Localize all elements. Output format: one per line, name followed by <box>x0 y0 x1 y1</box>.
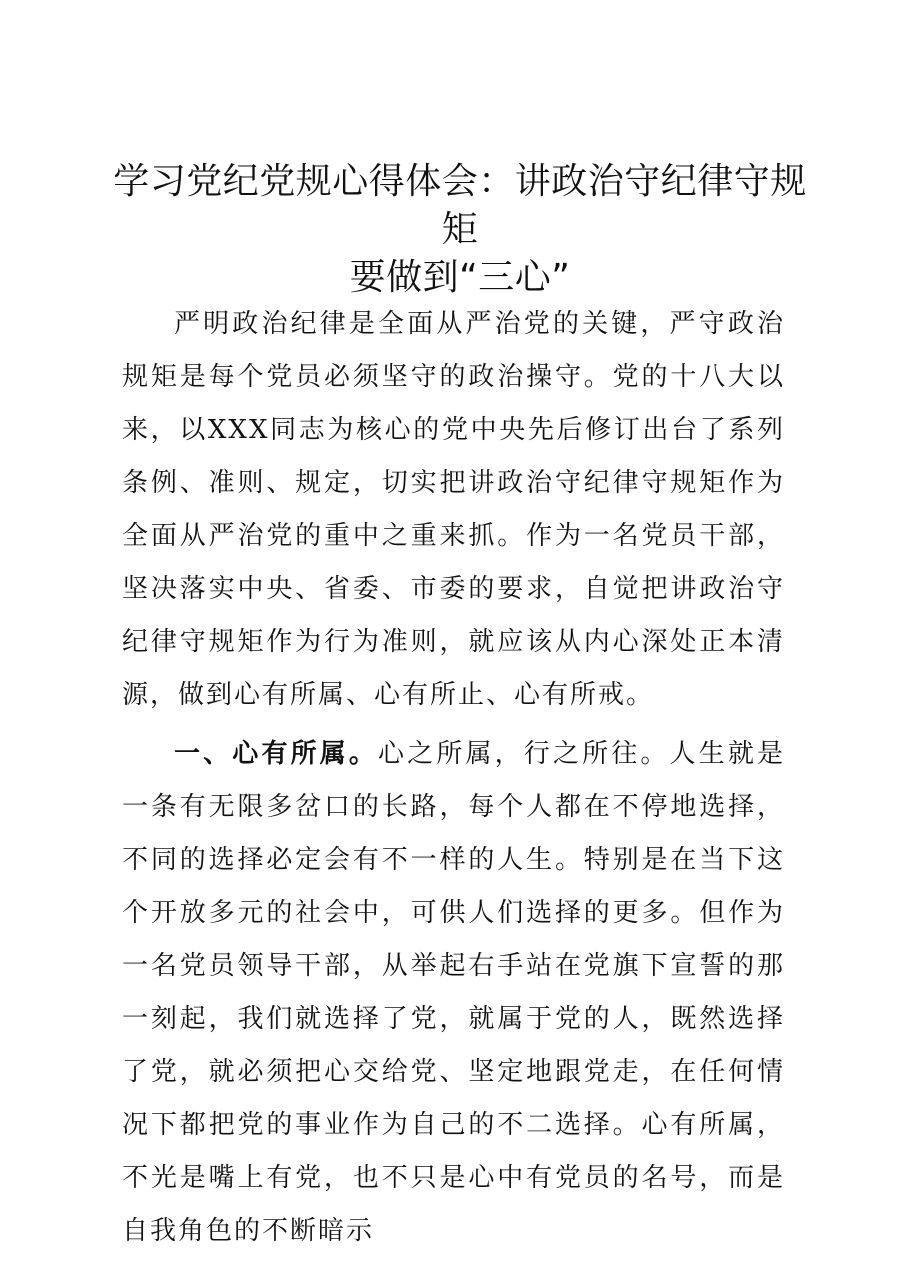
paragraph-section-1 <box>122 728 785 1258</box>
title-line-2: 要做到“三心” <box>349 257 571 298</box>
document-body <box>122 298 785 1258</box>
section-heading: 一、心有所属。 <box>174 739 379 769</box>
paragraph-text: 严明政治纪律是全面从严治党的关键，严守政治规矩是每个党员必须坚守的政治操守。党的十八大以来，以XXX同志为核心的党中央先后修订出台了系列条例、准则、规定，切实把讲政治守纪律守规矩作为全面从严治党的重中之重来抓。作为一名党员干部，坚决落实中央、省委、市委的要求，自觉把讲政治守纪律守规矩作为行为准则，就应该从内心深处正本清源，做到心有所属、心有所止、心有所戒。 <box>122 309 785 710</box>
paragraph-text: 心之所属，行之所往。人生就是一条有无限多岔口的长路，每个人都在不停地选择，不同的选择必定会有不一样的人生。特别是在当下这个开放多元的社会中，可供人们选择的更多。但作为一名党员领导干部，从举起右手站在党旗下宣誓的那一刻起，我们就选择了党，就属于党的人，既然选择了党，就必须把心交给党、坚定地跟党走，在任何情况下都把党的事业作为自己的不二选择。心有所属，不光是嘴上有党，也不只是心中有党员的名号，而是自我角色的不断暗示 <box>122 739 785 1246</box>
document-title <box>110 158 810 302</box>
title-line-1: 学习党纪党规心得体会：讲政治守纪律守规矩 <box>113 161 807 250</box>
paragraph-intro <box>122 298 785 722</box>
